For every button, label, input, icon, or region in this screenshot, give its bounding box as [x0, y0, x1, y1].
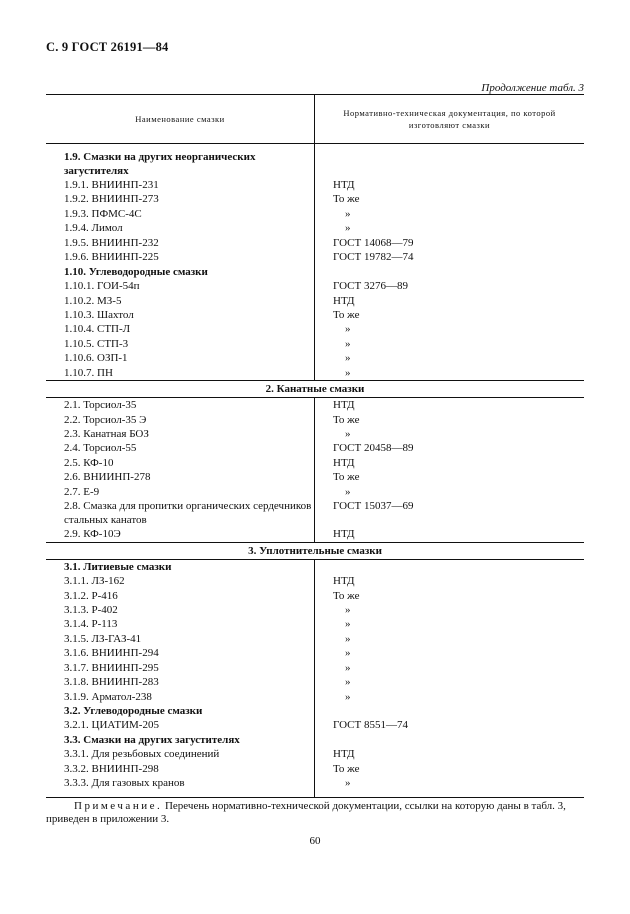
table-row — [46, 308, 584, 322]
subsection-title: 1.10. Углеводородные смазки — [46, 265, 315, 279]
lubricant-name: 3.1.2. Р-416 — [46, 589, 315, 603]
table-row — [46, 427, 584, 441]
ditto-mark: » — [345, 207, 351, 220]
table-row — [46, 661, 584, 675]
section-header-row — [46, 542, 584, 559]
table-row — [46, 441, 584, 455]
document-reference: То же — [333, 471, 360, 484]
document-reference — [315, 733, 585, 747]
lubricant-name: 1.10.3. Шахтол — [46, 308, 315, 322]
ditto-mark: » — [345, 618, 351, 631]
ditto-mark: » — [345, 603, 351, 616]
ditto-mark: » — [345, 647, 351, 660]
footnote — [46, 800, 586, 826]
document-reference: НТД — [333, 528, 355, 541]
lubricant-name: 3.3.3. Для газовых кранов — [46, 776, 315, 797]
lubricant-name: 1.10.7. ПН — [46, 366, 315, 381]
table-row — [46, 178, 584, 192]
document-reference: НТД — [333, 294, 355, 307]
ditto-mark: » — [345, 366, 351, 379]
lubricant-name: 1.10.6. ОЗП-1 — [46, 351, 315, 365]
table-row — [46, 456, 584, 470]
document-reference — [315, 559, 585, 574]
ditto-mark: » — [345, 337, 351, 350]
lubricant-name: 1.10.4. СТП-Л — [46, 322, 315, 336]
page-number: 60 — [309, 835, 321, 847]
continuation-label: Продолжение табл. 3 — [481, 82, 584, 94]
table-row — [46, 762, 584, 776]
document-reference — [315, 704, 585, 718]
table-row — [46, 589, 584, 603]
lubricant-name: 3.1.4. Р-113 — [46, 617, 315, 631]
lubricant-name: 2.9. КФ-10Э — [46, 527, 315, 542]
column-header-name: Наименование смазки — [46, 95, 315, 144]
subsection-header-row — [46, 265, 584, 279]
table-row — [46, 294, 584, 308]
lubricant-name: 3.1.3. Р-402 — [46, 603, 315, 617]
subsection-header-row — [46, 559, 584, 574]
subsection-header-row — [46, 704, 584, 718]
document-reference: То же — [333, 193, 360, 206]
table-row — [46, 747, 584, 761]
table-row — [46, 366, 584, 381]
table-row — [46, 250, 584, 264]
lubricant-name: 3.1.8. ВНИИНП-283 — [46, 675, 315, 689]
section-header-row — [46, 381, 584, 398]
table-row — [46, 337, 584, 351]
lubricant-name: 1.9.3. ПФМС-4С — [46, 207, 315, 221]
ditto-mark: » — [345, 676, 351, 689]
ditto-mark: » — [345, 222, 351, 235]
lubricant-name: 2.3. Канатная БОЗ — [46, 427, 315, 441]
lubricant-name: 1.9.5. ВНИИНП-232 — [46, 236, 315, 250]
table-row — [46, 617, 584, 631]
table-row — [46, 322, 584, 336]
table-row — [46, 718, 584, 732]
ditto-mark: » — [345, 485, 351, 498]
document-reference: ГОСТ 19782—74 — [333, 251, 414, 264]
document-reference: НТД — [333, 456, 355, 469]
lubricant-name: 2.8. Смазка для пропитки органических сердечников стальных канатов — [46, 499, 315, 527]
document-reference: НТД — [333, 399, 355, 412]
lubricant-name: 3.2.1. ЦИАТИМ-205 — [46, 718, 315, 732]
table-row — [46, 646, 584, 660]
document-reference: ГОСТ 8551—74 — [333, 719, 408, 732]
document-reference: ГОСТ 14068—79 — [333, 236, 414, 249]
table-header-row — [46, 95, 584, 144]
lubricant-name: 1.9.6. ВНИИНП-225 — [46, 250, 315, 264]
subsection-title: 3.2. Углеводородные смазки — [46, 704, 315, 718]
lubricant-name: 2.2. Торсиол-35 Э — [46, 413, 315, 427]
ditto-mark: » — [345, 661, 351, 674]
footnote-text: Перечень нормативно-технической документации, ссылки на которую даны в табл. 3, приведен в приложении 3. — [46, 800, 566, 825]
table-row — [46, 675, 584, 689]
document-reference: НТД — [333, 748, 355, 761]
table-row — [46, 207, 584, 221]
table-row — [46, 413, 584, 427]
page-header: С. 9 ГОСТ 26191—84 — [46, 40, 169, 54]
document-reference: То же — [333, 413, 360, 426]
lubricant-name: 1.9.4. Лимол — [46, 221, 315, 235]
lubricant-name: 2.7. Е-9 — [46, 485, 315, 499]
lubricant-name: 2.6. ВНИИНП-278 — [46, 470, 315, 484]
document-reference: ГОСТ 3276—89 — [333, 280, 408, 293]
ditto-mark: » — [345, 632, 351, 645]
subsection-title: 1.9. Смазки на других неорганических загустителях — [46, 144, 315, 179]
ditto-mark: » — [345, 690, 351, 703]
ditto-mark: » — [315, 776, 585, 797]
lubricant-name: 1.10.1. ГОИ-54п — [46, 279, 315, 293]
footnote-label: Примечание. — [74, 800, 163, 812]
table-row — [46, 485, 584, 499]
lubricant-name: 1.10.2. МЗ-5 — [46, 294, 315, 308]
column-header-doc: Нормативно-техническая документация, по которой изготовляют смазки — [315, 95, 585, 144]
document-reference: НТД — [333, 575, 355, 588]
table-row — [46, 574, 584, 588]
document-reference: ГОСТ 15037—69 — [333, 500, 414, 513]
table-row — [46, 527, 584, 542]
table-row — [46, 192, 584, 206]
section-title: 3. Уплотнительные смазки — [46, 542, 584, 559]
ditto-mark: » — [345, 428, 351, 440]
table-body — [46, 144, 584, 798]
document-reference: ГОСТ 20458—89 — [333, 442, 414, 455]
subsection-header-row — [46, 733, 584, 747]
table-row — [46, 236, 584, 250]
table-row — [46, 221, 584, 235]
lubricant-name: 3.3.1. Для резьбовых соединений — [46, 747, 315, 761]
section-title: 2. Канатные смазки — [46, 381, 584, 398]
table-row — [46, 398, 584, 413]
lubricants-table — [46, 94, 584, 798]
lubricant-name: 1.10.5. СТП-3 — [46, 337, 315, 351]
lubricant-name: 2.5. КФ-10 — [46, 456, 315, 470]
table-row — [46, 279, 584, 293]
table-row — [46, 776, 584, 797]
subsection-title: 3.3. Смазки на других загустителях — [46, 733, 315, 747]
lubricant-name: 3.1.5. ЛЗ-ГАЗ-41 — [46, 632, 315, 646]
table-row — [46, 632, 584, 646]
table-row — [46, 351, 584, 365]
table-row — [46, 470, 584, 484]
document-reference: То же — [333, 762, 360, 775]
document-reference — [315, 265, 585, 279]
ditto-mark: » — [345, 352, 351, 365]
lubricant-name: 3.1.6. ВНИИНП-294 — [46, 646, 315, 660]
lubricant-name: 2.1. Торсиол-35 — [46, 398, 315, 413]
lubricant-name: 3.3.2. ВНИИНП-298 — [46, 762, 315, 776]
lubricant-name: 1.9.2. ВНИИНП-273 — [46, 192, 315, 206]
lubricant-name: 3.1.7. ВНИИНП-295 — [46, 661, 315, 675]
document-reference: То же — [333, 589, 360, 602]
document-reference — [315, 144, 585, 179]
lubricant-name: 2.4. Торсиол-55 — [46, 441, 315, 455]
table-row — [46, 499, 584, 527]
subsection-header-row — [46, 144, 584, 179]
table-row — [46, 603, 584, 617]
subsection-title: 3.1. Литиевые смазки — [46, 559, 315, 574]
lubricant-name: 1.9.1. ВНИИНП-231 — [46, 178, 315, 192]
lubricant-name: 3.1.1. ЛЗ-162 — [46, 574, 315, 588]
document-reference: НТД — [333, 179, 355, 191]
document-reference: То же — [333, 308, 360, 321]
ditto-mark: » — [345, 323, 351, 336]
lubricant-name: 3.1.9. Арматол-238 — [46, 690, 315, 704]
table-row — [46, 690, 584, 704]
